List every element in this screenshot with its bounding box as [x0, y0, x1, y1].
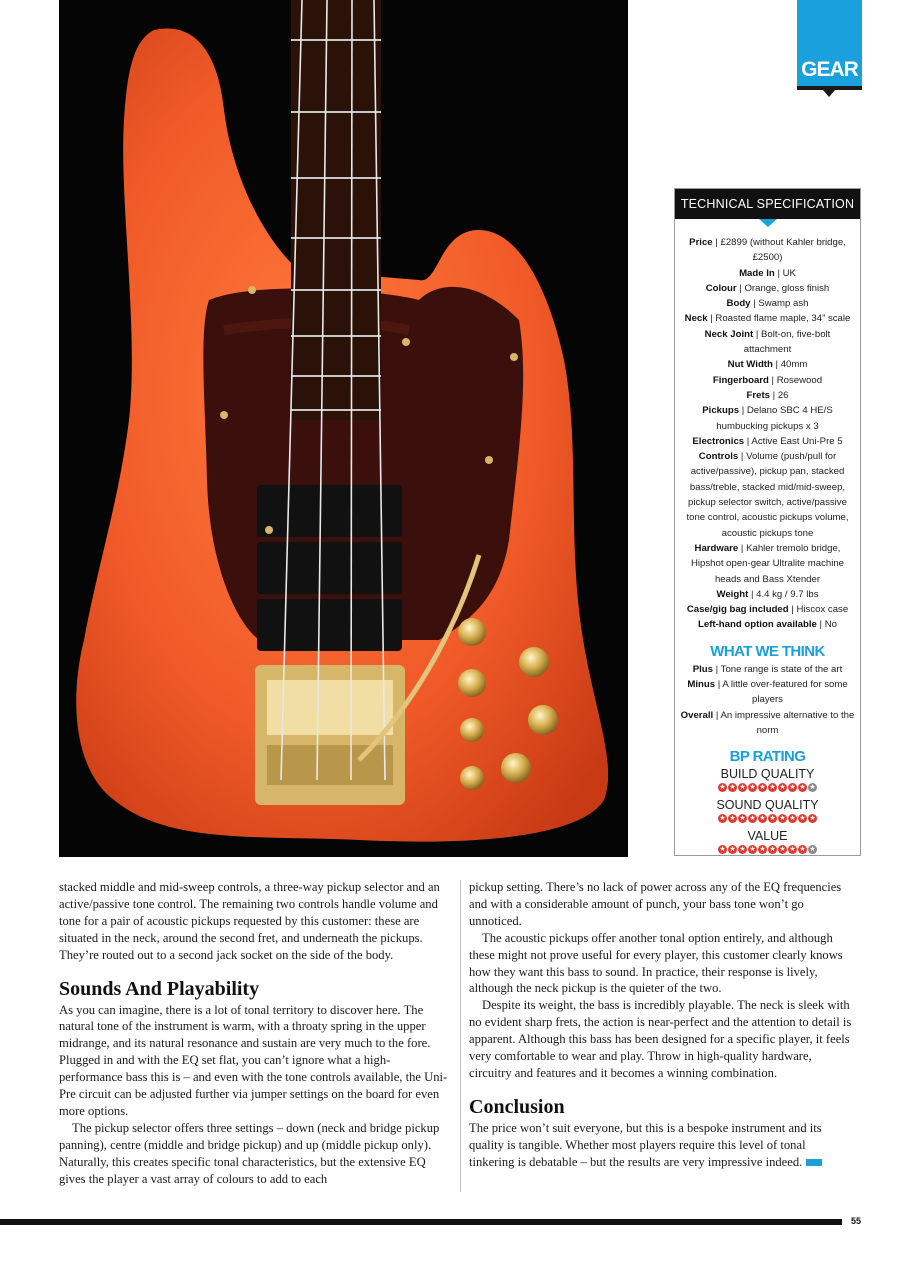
- star-icon: ★: [769, 815, 776, 823]
- spec-row: Hardware | Kahler tremolo bridge, Hipshot open-gear Ultralite machine heads and Bass Xtender: [690, 542, 845, 585]
- page-number: 55: [851, 1216, 862, 1226]
- section-tab-label: GEAR: [801, 58, 858, 81]
- star-icon: ★: [729, 846, 736, 854]
- star-icon: ★: [809, 784, 816, 792]
- paragraph: The pickup selector offers three settings – down (neck and bridge pickup panning), centre (middle and bridge pickup) and up (middle pickup only). Naturally, this creates specific tonal characteristics, but the extensive EQ gives the player a vast array of colours to add to each: [59, 1120, 440, 1186]
- star-icon: ★: [759, 846, 766, 854]
- bridge-pickup: [257, 599, 402, 651]
- rating-stars-sound: [680, 814, 855, 829]
- star-icon: ★: [719, 784, 726, 792]
- star-icon: ★: [789, 846, 796, 854]
- star-icon: ★: [729, 815, 736, 823]
- rating-label-build: BUILD QUALITY: [720, 767, 815, 782]
- guitar-photo: [59, 0, 628, 857]
- rating-heading: BP RATING: [729, 748, 806, 766]
- star-icon: ★: [809, 815, 816, 823]
- rating-label-sound: SOUND QUALITY: [716, 798, 819, 813]
- guitar-neck: [291, 0, 381, 420]
- star-icon: ★: [739, 784, 746, 792]
- star-icon: ★: [799, 784, 806, 792]
- bass-guitar-illustration: [59, 0, 628, 857]
- spec-row: Frets | 26: [746, 389, 789, 401]
- star-icon: ★: [759, 815, 766, 823]
- spec-row: Colour | Orange, gloss finish: [705, 282, 830, 294]
- star-icon: ★: [789, 784, 796, 792]
- verdict-row: Overall | An impressive alternative to the norm: [680, 709, 855, 736]
- spec-row: Case/gig bag included | Hiscox case: [686, 604, 849, 616]
- spec-row: Made In | UK: [739, 267, 796, 279]
- spec-box: [674, 188, 861, 856]
- rating-stars-build: [680, 783, 855, 798]
- spec-row: Price | £2899 (without Kahler bridge, £2500): [689, 237, 846, 264]
- column-divider: [460, 880, 461, 1192]
- spec-row: Weight | 4.4 kg / 9.7 lbs: [716, 588, 819, 600]
- spec-row: Neck Joint | Bolt-on, five-bolt attachment: [704, 328, 831, 356]
- star-icon: ★: [749, 846, 756, 854]
- section-heading: Sounds And Playability: [59, 977, 260, 1000]
- star-icon: ★: [779, 784, 786, 792]
- article-column-1: [59, 879, 452, 1188]
- paragraph: pickup setting. There’s no lack of power across any of the EQ frequencies and with a considerable amount of punch, your bass tone won’t go unnoticed.: [469, 880, 842, 928]
- what-we-think-heading: WHAT WE THINK: [710, 642, 825, 660]
- star-icon: ★: [719, 815, 726, 823]
- spec-title: TECHNICAL SPECIFICATION: [675, 189, 860, 219]
- star-icon: ★: [749, 815, 756, 823]
- star-icon: ★: [759, 784, 766, 792]
- star-icon: ★: [769, 846, 776, 854]
- star-icon: ★: [799, 815, 806, 823]
- section-tab: [797, 0, 862, 90]
- star-icon: ★: [769, 784, 776, 792]
- rating-stars-value: [680, 845, 855, 860]
- spec-row: Body | Swamp ash: [726, 298, 809, 310]
- spec-row: Electronics | Active East Uni-Pre 5: [692, 435, 843, 447]
- section-heading: Conclusion: [469, 1095, 565, 1118]
- star-icon: ★: [739, 846, 746, 854]
- middle-pickup: [257, 542, 402, 594]
- star-icon: ★: [789, 815, 796, 823]
- paragraph: The acoustic pickups offer another tonal option entirely, and although these might not prove useful for every player, this customer clearly knows how they want this bass to sound. In practice, their response is lively, although the neck pickup is the quieter of the two.: [469, 930, 843, 996]
- paragraph: stacked middle and mid-sweep controls, a three-way pickup selector and an active/passive tone control. The remaining two controls handle volume and tone for a pair of acoustic pickups requested by this customer: these are situated in the neck, around the second fret, and underneath the pickups. They’re routed out to a second jack socket on the side of the body.: [59, 880, 440, 962]
- paragraph: As you can imagine, there is a lot of tonal territory to discover here. The natural tone of the instrument is warm, with a throaty spring in the upper midrange, and its natural resonance and sustain are very much to the fore. Plugged in and with the EQ set flat, you can’t ignore what a high-performance bass this is – and even with the tone controls available, the Uni-Pre circuit can be adjusted further via jumper settings on the board for even more options.: [59, 1002, 448, 1118]
- paragraph: Despite its weight, the bass is incredibly playable. The neck is sleek with no evident sharp frets, the action is near-perfect and the attention to detail is apparent. Although this bass has been designed for a specific player, it feels very comfortable to wear and play. Throw in high-quality hardware, circuitry and features and it becomes a winning combination.: [469, 998, 852, 1080]
- rating-label-value: VALUE: [747, 829, 788, 844]
- star-icon: ★: [729, 784, 736, 792]
- star-icon: ★: [779, 846, 786, 854]
- spec-row: Left-hand option available | No: [698, 619, 837, 631]
- star-icon: ★: [799, 846, 806, 854]
- spec-row: Neck | Roasted flame maple, 34” scale: [684, 313, 851, 325]
- spec-row: Nut Width | 40mm: [727, 359, 808, 371]
- spec-row: Controls | Volume (push/pull for active/passive), pickup pan, stacked bass/treble, stacked mid/mid-sweep, pickup selector switch, active/passive tone control, acoustic pickups volume, acoustic pickups tone: [686, 451, 849, 539]
- paragraph: The price won’t suit everyone, but this is a bespoke instrument and its quality is tangible. Whether most players require this level of tonal tinkering is debatable – but the results are very impressive indeed.: [469, 1120, 822, 1169]
- star-icon: ★: [719, 846, 726, 854]
- end-mark-icon: [806, 1159, 822, 1166]
- spec-row: Fingerboard | Rosewood: [712, 374, 823, 386]
- footer-rule: [0, 1219, 842, 1225]
- verdict-row: Plus | Tone range is state of the art: [692, 663, 843, 675]
- verdict-row: Minus | A little over-featured for some players: [687, 679, 848, 706]
- star-icon: ★: [779, 815, 786, 823]
- star-icon: ★: [749, 784, 756, 792]
- article-column-2: [469, 879, 854, 1171]
- spec-row: Pickups | Delano SBC 4 HE/S humbucking pickups x 3: [702, 405, 833, 432]
- star-icon: ★: [809, 846, 816, 854]
- star-icon: ★: [739, 815, 746, 823]
- chevron-down-icon: [823, 90, 835, 97]
